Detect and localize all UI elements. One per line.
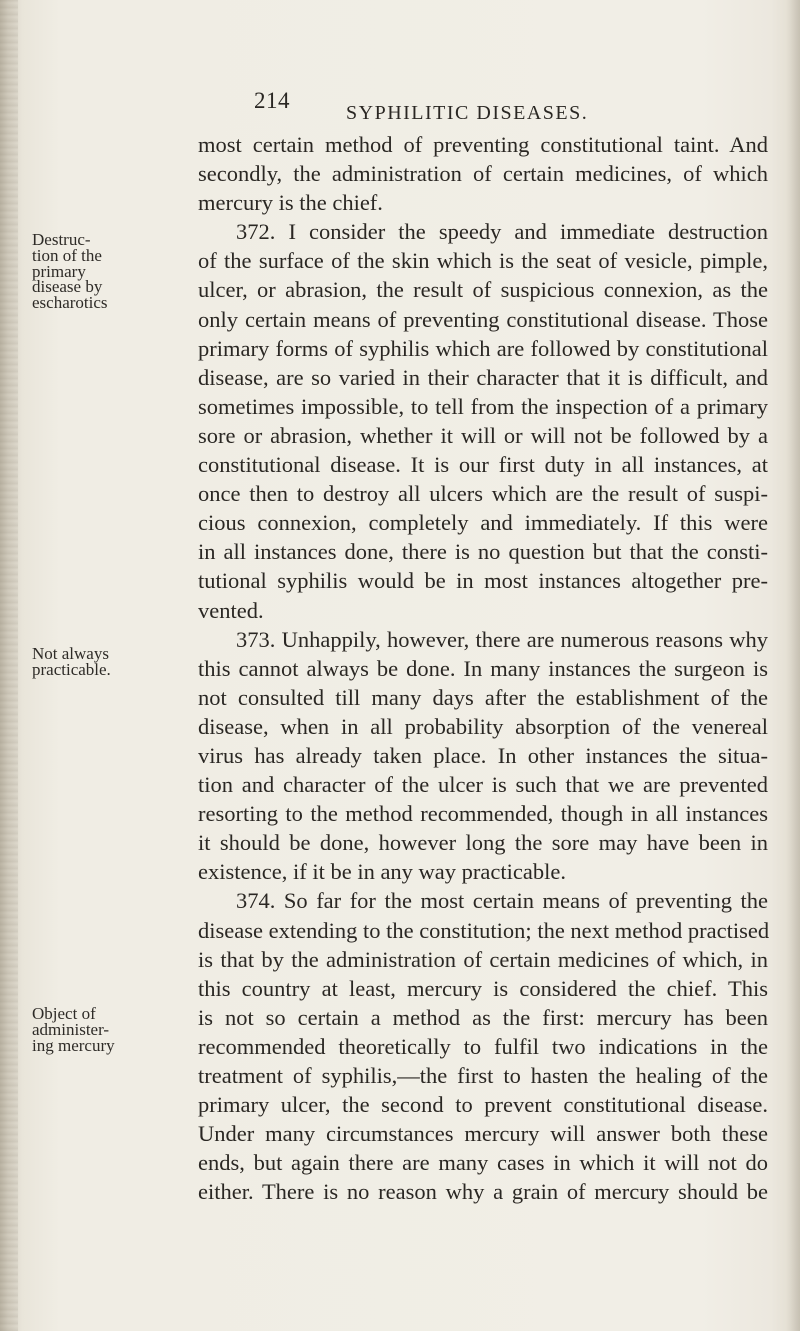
text-line: recommended theoretically to fulfil two indications in the <box>198 1033 768 1059</box>
text-line: in all instances done, there is no question but that the consti- <box>198 539 768 565</box>
paragraph-372-start: 372. I consider the speedy and immediate destruction <box>236 219 768 245</box>
sidenote-line: primary <box>32 261 86 281</box>
running-title: SYPHILITIC DISEASES. <box>346 102 589 124</box>
sidenote-object-mercury <box>32 1006 212 1053</box>
sidenote-line: escharotics <box>32 293 108 313</box>
text-line: primary forms of syphilis which are followed by constitutional <box>198 335 768 361</box>
text-line: mercury is the chief. <box>198 190 383 216</box>
page-right-edge <box>786 0 800 1331</box>
sidenote-line: Object of <box>32 1004 96 1023</box>
sidenote-destruction <box>32 232 212 311</box>
text-line: sometimes impossible, to tell from the inspection of a primary <box>198 393 768 419</box>
text-line: most certain method of preventing constitutional taint. And <box>198 132 768 157</box>
paragraph-374-start: 374. So far for the most certain means of preventing the <box>236 888 768 914</box>
text-line: it should be done, however long the sore may have been in <box>198 830 768 856</box>
text-line: disease extending to the constitution; the next method practised <box>198 917 770 943</box>
text-line: disease, are so varied in their character that it is difficult, and <box>198 364 768 390</box>
body-text <box>198 130 768 1206</box>
text-line: existence, if it be in any way practicable. <box>198 859 566 885</box>
text-line: constitutional disease. It is our first duty in all instances, at <box>198 452 768 478</box>
sidenote-line: Destruc- <box>32 230 91 249</box>
sidenote-line: disease by <box>32 277 103 297</box>
text-line: cious connexion, completely and immediately. If this were <box>198 510 768 536</box>
text-line: of the surface of the skin which is the seat of vesicle, pimple, <box>198 248 768 274</box>
text-line: tutional syphilis would be in most instances altogether pre- <box>198 568 768 594</box>
text-line: ulcer, or abrasion, the result of suspicious connexion, as the <box>198 277 768 303</box>
text-line: is not so certain a method as the first: mercury has been <box>198 1004 768 1030</box>
text-line: virus has already taken place. In other instances the situa- <box>198 742 768 768</box>
text-line: primary ulcer, the second to prevent constitutional disease. <box>198 1092 768 1118</box>
text-line: this cannot always be done. In many instances the surgeon is <box>198 655 768 681</box>
text-line: either. There is no reason why a grain of mercury should be <box>198 1179 768 1205</box>
sidenote-line: administer- <box>32 1019 110 1039</box>
sidenote-line: tion of the <box>32 245 102 265</box>
sidenote-not-always <box>32 646 212 678</box>
text-line: ends, but again there are many cases in which it will not do <box>198 1150 768 1176</box>
sidenote-line: practicable. <box>32 659 111 679</box>
sidenote-line: Not always <box>32 644 109 663</box>
text-line: treatment of syphilis,—the first to hasten the healing of the <box>198 1063 768 1088</box>
paragraph-373-start: 373. Unhappily, however, there are numerous reasons why <box>236 626 768 652</box>
page-number: 214 <box>254 88 290 113</box>
sidenote-line: ing mercury <box>32 1035 115 1055</box>
text-line: sore or abrasion, whether it will or will not be followed by a <box>198 422 768 448</box>
text-line: this country at least, mercury is considered the chief. This <box>198 975 768 1001</box>
text-line: disease, when in all probability absorption of the venereal <box>198 713 768 739</box>
text-line: not consulted till many days after the establishment of the <box>198 684 768 710</box>
page-binding-edge <box>0 0 18 1331</box>
text-line: secondly, the administration of certain medicines, of which <box>198 161 768 187</box>
text-line: Under many circumstances mercury will answer both these <box>198 1121 768 1147</box>
text-line: once then to destroy all ulcers which are the result of suspi- <box>198 481 768 507</box>
text-line: only certain means of preventing constitutional disease. Those <box>198 306 768 332</box>
text-line: is that by the administration of certain medicines of which, in <box>198 946 768 972</box>
text-line: vented. <box>198 597 264 623</box>
text-line: tion and character of the ulcer is such that we are prevented <box>198 772 768 798</box>
text-line: resorting to the method recommended, though in all instances <box>198 801 768 827</box>
